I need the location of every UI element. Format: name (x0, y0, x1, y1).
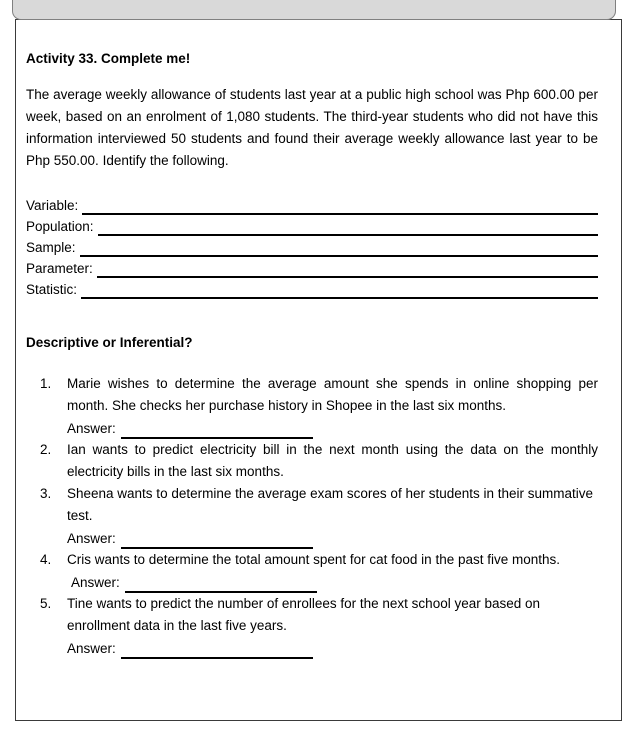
blank-line-parameter[interactable] (97, 261, 598, 278)
blank-fields-group (26, 194, 598, 299)
blank-label-variable: Variable: (26, 198, 79, 213)
question-text: Cris wants to determine the total amount spent for cat food in the past five months. (67, 552, 561, 567)
blank-label-population: Population: (26, 219, 94, 234)
blank-line-statistic[interactable] (81, 282, 598, 299)
question-text: Sheena wants to determine the average exam scores of her students in their summative test. (67, 486, 594, 523)
answer-label: Answer: (67, 531, 116, 546)
list-item (26, 483, 598, 549)
blank-field-population[interactable] (26, 215, 598, 236)
question-number: 2. (40, 442, 52, 457)
list-item (26, 439, 598, 483)
activity-content-box (15, 19, 622, 721)
question-number: 1. (40, 376, 52, 391)
answer-field[interactable] (67, 571, 598, 593)
blank-field-parameter[interactable] (26, 257, 598, 278)
answer-line[interactable] (121, 532, 313, 549)
answer-label: Answer: (67, 421, 116, 436)
list-item (26, 593, 598, 659)
content-inner (26, 20, 598, 659)
blank-field-statistic[interactable] (26, 278, 598, 299)
answer-field[interactable] (67, 527, 598, 549)
blank-label-statistic: Statistic: (26, 282, 78, 297)
question-number: 4. (40, 552, 52, 567)
activity-paragraph: The average weekly allowance of students last year at a public high school was Php 600.00 per week, based on an enrolment of 1,080 students. The third-year students who did not have this information interviewed 50 students and found their average weekly allowance last year to be Php 550.00. Identify the following. (26, 87, 598, 168)
answer-label: Answer: (67, 641, 116, 656)
answer-line[interactable] (125, 576, 317, 593)
question-text: Tine wants to predict the number of enrollees for the next school year based on enrollment data in the last five years. (67, 596, 541, 633)
blank-line-variable[interactable] (82, 198, 598, 215)
question-number: 5. (40, 596, 52, 611)
answer-field[interactable] (67, 417, 598, 439)
answer-line[interactable] (121, 422, 313, 439)
answer-line[interactable] (121, 642, 313, 659)
blank-line-sample[interactable] (80, 240, 598, 257)
question-number: 3. (40, 486, 52, 501)
question-text: Ian wants to predict electricity bill in the next month using the data on the monthly electricity bills in the last six months. (67, 442, 598, 479)
activity-title: Activity 33. Complete me! (26, 51, 191, 66)
list-item (26, 373, 598, 439)
answer-label: Answer: (71, 575, 120, 590)
list-item (26, 549, 598, 593)
question-list (26, 373, 598, 659)
blank-line-population[interactable] (98, 219, 598, 236)
section-heading-descriptive-or-inferential: Descriptive or Inferential? (26, 335, 193, 350)
question-text: Marie wishes to determine the average amount she spends in online shopping per month. She checks her purchase history in Shopee in the last six months. (67, 376, 598, 413)
blank-field-sample[interactable] (26, 236, 598, 257)
section-header-banner (12, 0, 616, 20)
answer-field[interactable] (67, 637, 598, 659)
blank-field-variable[interactable] (26, 194, 598, 215)
blank-label-parameter: Parameter: (26, 261, 93, 276)
blank-label-sample: Sample: (26, 240, 76, 255)
